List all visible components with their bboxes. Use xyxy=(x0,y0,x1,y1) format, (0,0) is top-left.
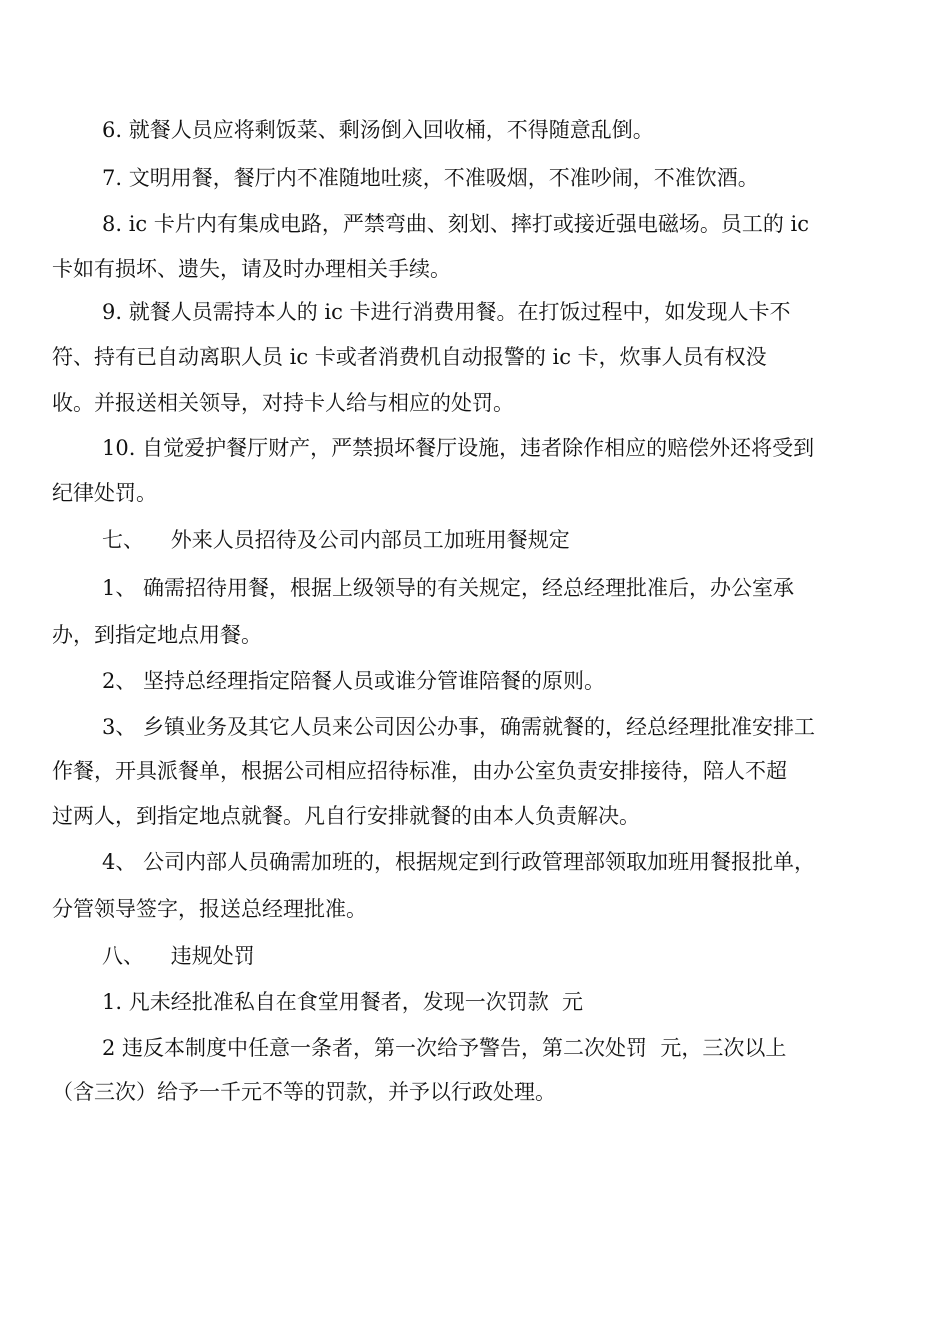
section-7-item-4-line-2: 分管领导签字，报送总经理批准。 xyxy=(52,897,367,921)
section-7-item-3-line-3: 过两人，到指定地点就餐。凡自行安排就餐的由本人负责解决。 xyxy=(52,804,640,828)
rule-9-line-1: 9. 就餐人员需持本人的 ic 卡进行消费用餐。在打饭过程中，如发现人卡不 xyxy=(102,300,791,324)
rule-9-line-2: 符、持有已自动离职人员 ic 卡或者消费机自动报警的 ic 卡，炊事人员有权没 xyxy=(52,345,767,369)
section-8-heading: 八、 违规处罚 xyxy=(102,944,255,968)
section-7-item-1-line-1: 1、 确需招待用餐，根据上级领导的有关规定，经总经理批准后，办公室承 xyxy=(102,576,795,600)
section-8-item-2-line-2: （含三次）给予一千元不等的罚款，并予以行政处理。 xyxy=(52,1080,556,1104)
rule-9-line-3: 收。并报送相关领导，对持卡人给与相应的处罚。 xyxy=(52,391,514,415)
section-7-item-3-line-2: 作餐，开具派餐单，根据公司相应招待标准，由办公室负责安排接待，陪人不超 xyxy=(52,759,787,783)
section-7-item-3-line-1: 3、 乡镇业务及其它人员来公司因公办事，确需就餐的，经总经理批准安排工 xyxy=(102,715,816,739)
section-7-item-2: 2、 坚持总经理指定陪餐人员或谁分管谁陪餐的原则。 xyxy=(102,669,606,693)
rule-8-line-2: 卡如有损坏、遗失，请及时办理相关手续。 xyxy=(52,257,451,281)
rule-6-line: 6. 就餐人员应将剩饭菜、剩汤倒入回收桶，不得随意乱倒。 xyxy=(102,118,654,142)
rule-8-line-1: 8. ic 卡片内有集成电路，严禁弯曲、刻划、摔打或接近强电磁场。员工的 ic xyxy=(102,212,810,236)
rule-10-line-1: 10. 自觉爱护餐厅财产，严禁损坏餐厅设施，违者除作相应的赔偿外还将受到 xyxy=(102,436,815,460)
section-7-item-4-line-1: 4、 公司内部人员确需加班的，根据规定到行政管理部领取加班用餐报批单， xyxy=(102,850,816,874)
section-7-heading: 七、 外来人员招待及公司内部员工加班用餐规定 xyxy=(102,528,570,552)
rule-7-line: 7. 文明用餐，餐厅内不准随地吐痰，不准吸烟，不准吵闹，不准饮酒。 xyxy=(102,166,759,190)
section-8-item-1: 1. 凡未经批准私自在食堂用餐者，发现一次罚款 元 xyxy=(102,990,584,1014)
section-8-item-2-line-1: 2 违反本制度中任意一条者，第一次给予警告，第二次处罚 元，三次以上 xyxy=(102,1036,787,1060)
section-7-item-1-line-2: 办，到指定地点用餐。 xyxy=(52,623,262,647)
rule-10-line-2: 纪律处罚。 xyxy=(52,481,157,505)
